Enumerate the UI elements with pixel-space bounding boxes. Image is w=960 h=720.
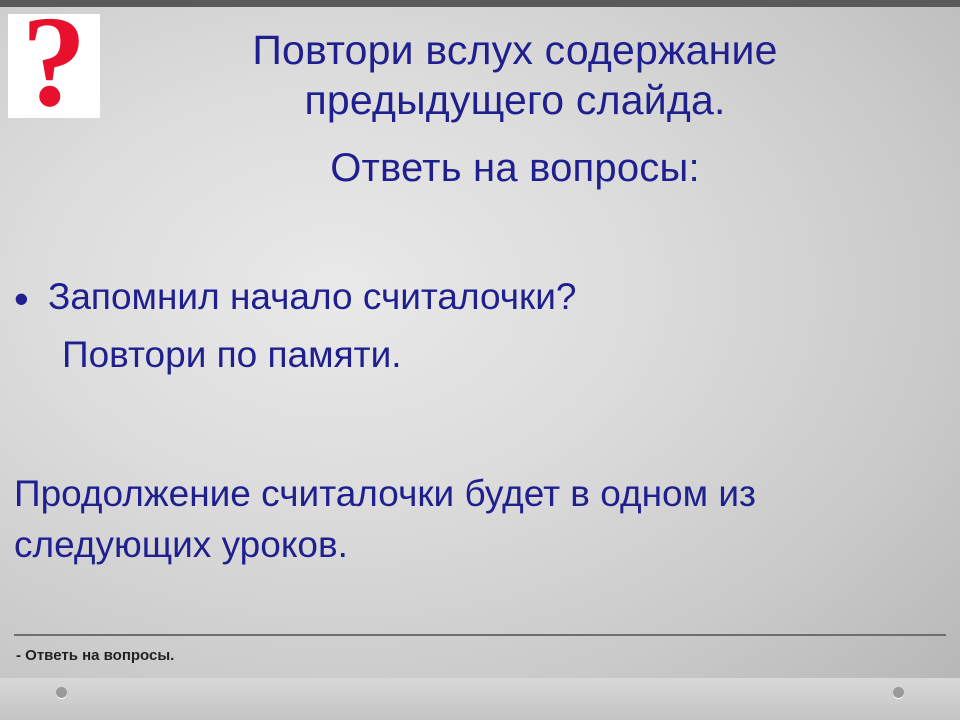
slide-title [110,26,920,192]
title-line-2: предыдущего слайда. [304,77,726,124]
title-line-1: Повтори вслух содержание [252,27,778,73]
body-paragraph: Продолжение считалочки будет в одном из следующих уроков. [14,472,756,565]
decorative-dot-left [56,687,67,698]
decorative-dot-right [893,687,904,698]
slide-subtitle: Ответь на вопросы: [330,145,700,190]
bullet-dot-icon: • [14,275,29,322]
top-border-strip [0,0,960,7]
slide-body [0,272,960,570]
bullet-item [0,272,960,322]
question-mark-image [8,14,100,118]
question-mark-icon: ? [21,14,87,118]
footer-divider [14,634,946,636]
footer-note: - Ответь на вопросы. [16,647,175,664]
bullet-sub-line: Повтори по памяти. [62,333,402,375]
bottom-border-strip [0,678,960,720]
bullet-text: Запомнил начало считалочки? [48,276,577,317]
